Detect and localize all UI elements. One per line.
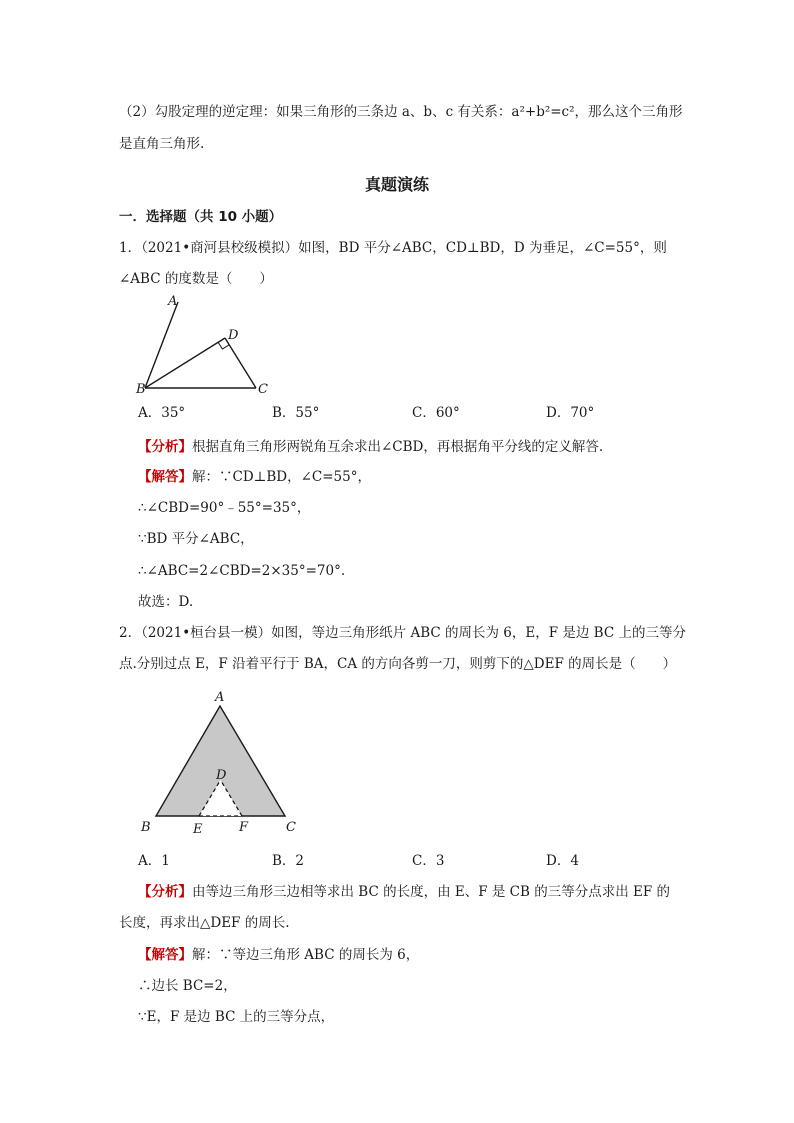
q2-answer-line-2: ∴边长 BC=2， <box>138 978 237 994</box>
label-c: C <box>258 382 268 397</box>
label-d: D <box>228 328 239 343</box>
q2-analysis-line-1 <box>138 882 670 902</box>
label-b: B <box>141 820 151 835</box>
q2-answer-tag: 【解答】 <box>138 947 192 963</box>
q1-option-a: A．35° <box>138 405 186 421</box>
label-a: A <box>215 690 225 705</box>
q2-option-d: D．4 <box>546 853 579 869</box>
segment-dc <box>225 338 256 388</box>
section-heading: 真题演练 <box>364 175 429 194</box>
q2-option-c: C．3 <box>412 853 445 869</box>
ray-ba <box>145 302 178 388</box>
q1-answer-line-4: ∴∠ABC=2∠CBD=2×35°=70°. <box>138 563 346 579</box>
q1-answer-line-2: ∴∠CBD=90°﹣55°=35°， <box>138 500 311 516</box>
q2-answer-line-1 <box>138 945 419 965</box>
label-e: E <box>193 822 203 837</box>
label-d: D <box>216 768 227 783</box>
q2-stem-line-2: 点.分别过点 E，F 沿着平行于 BA，CA 的方向各剪一刀，则剪下的△DEF 的周长是（ ） <box>119 656 677 672</box>
q1-stem-line-1: 1．（2021•商河县校级模拟）如图，BD 平分∠ABC，CD⊥BD，D 为垂足，∠C=55°，则 <box>119 240 667 256</box>
label-b: B <box>136 382 146 397</box>
label-c: C <box>286 820 296 835</box>
label-f: F <box>239 820 249 835</box>
q1-figure <box>130 292 290 402</box>
intro-line-2: 是直角三角形. <box>119 136 205 152</box>
q1-option-d: D．70° <box>546 405 595 421</box>
q1-analysis-text: 根据直角三角形两锐角互余求出∠CBD，再根据角平分线的定义解答. <box>192 439 604 455</box>
q1-analysis-tag: 【分析】 <box>138 439 192 455</box>
q2-stem-line-1: 2．（2021•桓台县一模）如图，等边三角形纸片 ABC 的周长为 6，E，F 是边 BC 上的三等分 <box>119 625 686 641</box>
q1-answer-text-1: 解：∵CD⊥BD，∠C=55°， <box>192 469 371 485</box>
q1-option-c: C．60° <box>412 405 460 421</box>
q1-stem-line-2: ∠ABC 的度数是（ ） <box>119 271 273 287</box>
q2-answer-text-1: 解：∵等边三角形 ABC 的周长为 6， <box>192 947 420 963</box>
intro-line-1: （2）勾股定理的逆定理：如果三角形的三条边 a、b、c 有关系：a²+b²=c²，那么这个三角形 <box>119 104 683 120</box>
segment-bd <box>145 338 225 388</box>
q2-figure <box>138 688 318 838</box>
q1-answer-line-1 <box>138 467 371 487</box>
q2-answer-line-3: ∵E，F 是边 BC 上的三等分点， <box>138 1009 335 1025</box>
question-type-title: 一．选择题（共 10 小题） <box>119 209 283 225</box>
label-a: A <box>168 294 178 309</box>
q1-answer-line-5: 故选：D. <box>138 594 194 610</box>
q1-option-b: B．55° <box>272 405 320 421</box>
q2-analysis-tag: 【分析】 <box>138 884 192 900</box>
q2-analysis-line-2: 长度，再求出△DEF 的周长. <box>119 915 290 931</box>
q1-answer-tag: 【解答】 <box>138 469 192 485</box>
q2-analysis-text-1: 由等边三角形三边相等求出 BC 的长度，由 E、F 是 CB 的三等分点求出 EF 的 <box>192 884 671 900</box>
q1-analysis <box>138 437 603 457</box>
q2-option-b: B．2 <box>272 853 305 869</box>
q2-option-a: A．1 <box>138 853 170 869</box>
q1-answer-line-3: ∵BD 平分∠ABC， <box>138 531 254 547</box>
